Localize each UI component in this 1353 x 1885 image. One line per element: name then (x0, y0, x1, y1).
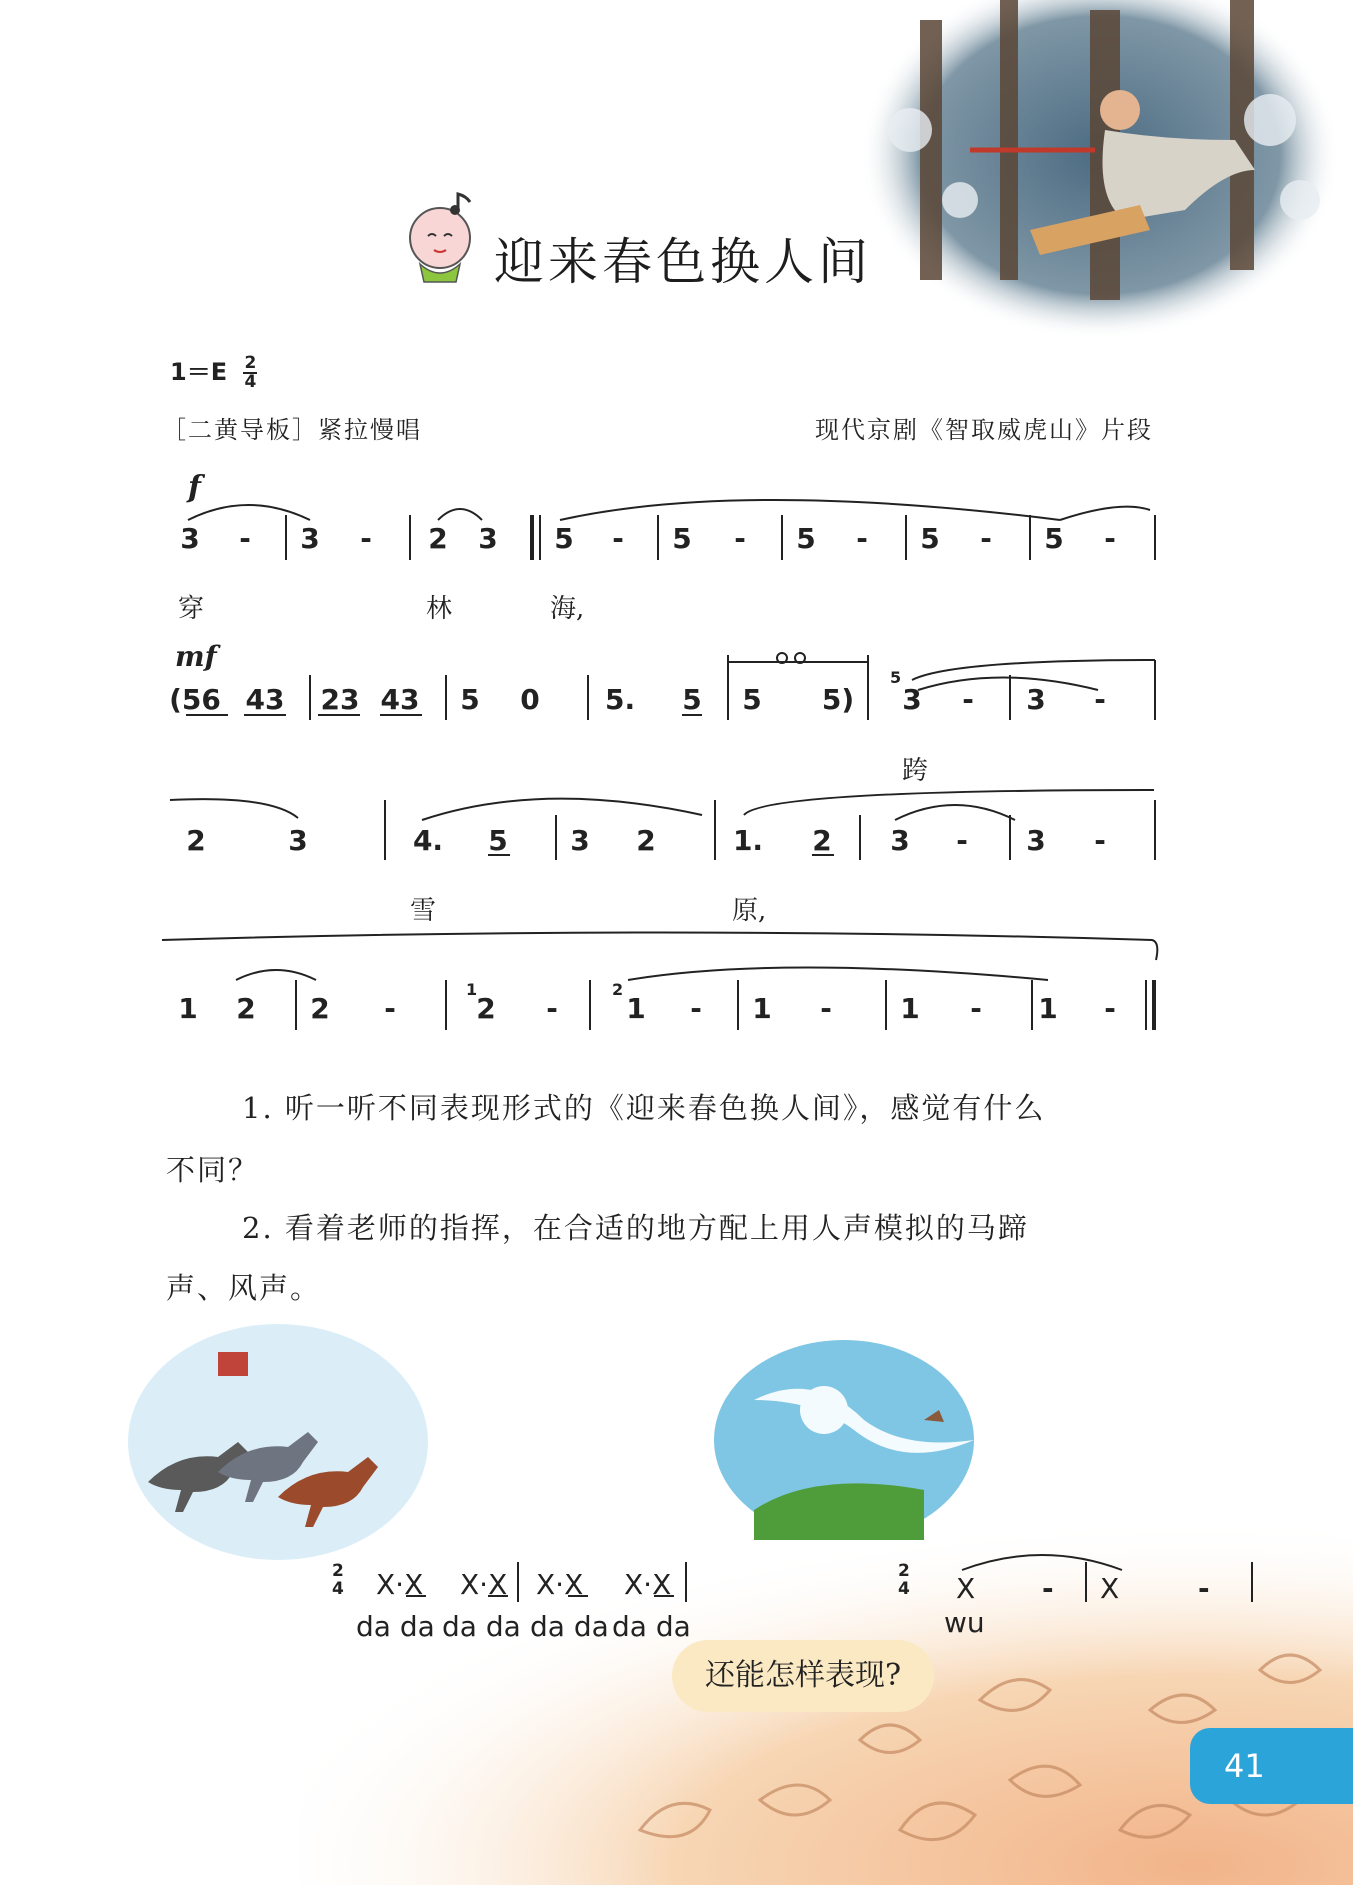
time-signature-top: 2 (332, 1561, 344, 1581)
score-note: 3 (478, 522, 498, 555)
score-note: 3 (180, 522, 200, 555)
opera-scene-photo (850, 0, 1353, 350)
score-note: - (1094, 824, 1106, 857)
score-note: 2 (236, 992, 256, 1025)
dynamic-mezzo-forte: mf (175, 640, 217, 673)
score-note: 3 (288, 824, 308, 857)
lyric: 穿 (178, 594, 205, 624)
score-note: 5 (920, 522, 940, 555)
score-note: 3 (570, 824, 590, 857)
score-note: 2 (636, 824, 656, 857)
score-note: 4. (412, 824, 444, 857)
rhythm-syllable: da da (612, 1610, 691, 1643)
score-note: 5) (821, 683, 855, 716)
score-note: 2 (310, 992, 330, 1025)
rhythm-note: X (1100, 1572, 1120, 1605)
score-note: - (980, 522, 992, 555)
score-note: 5 (460, 683, 480, 716)
score-note: 5 (672, 522, 692, 555)
rhythm-note: X·X (536, 1568, 584, 1601)
question-1-line1: 1. 听一听不同表现形式的《迎来春色换人间》，感觉有什么 (242, 1091, 1046, 1125)
question-2-line1: 2. 看着老师的指挥，在合适的地方配上用人声模拟的马蹄 (242, 1211, 1029, 1245)
score-note: 0 (520, 683, 540, 716)
score-note: 2 (186, 824, 206, 857)
score-note: - (1104, 522, 1116, 555)
key-label: 1＝E (170, 358, 228, 386)
rhythm-note: X·X (460, 1568, 508, 1601)
score-note: 5 (488, 824, 508, 857)
score-note: - (690, 992, 702, 1025)
page-number: 41 (1190, 1728, 1353, 1804)
question-1-line2: 不同？ (166, 1153, 260, 1187)
score-note: - (360, 522, 372, 555)
score-note: - (612, 522, 624, 555)
score-note: 3 (902, 683, 922, 716)
score-note: 23 (320, 683, 360, 716)
page-title: 迎来春色换人间 (494, 233, 872, 291)
music-mascot-icon (398, 190, 490, 290)
score-note: (56 (169, 683, 221, 716)
time-signature-bottom: 4 (244, 372, 257, 392)
score-note: - (1104, 992, 1116, 1025)
score-note: 3 (890, 824, 910, 857)
score-note: 5 (554, 522, 574, 555)
rhythm-note: X·X (624, 1568, 672, 1601)
score-note: - (820, 992, 832, 1025)
score-note: 5 (1044, 522, 1064, 555)
score-note: - (956, 824, 968, 857)
score-note: 5 (796, 522, 816, 555)
time-signature-top: 2 (244, 353, 257, 373)
score-lines (0, 470, 1353, 1050)
lyric: 原, (732, 896, 767, 926)
score-note: - (856, 522, 868, 555)
rhythm-syllable: da da (356, 1610, 435, 1643)
lyric: 跨 (902, 756, 929, 786)
dynamic-forte: f (188, 470, 201, 505)
rhythm-syllable: da da (530, 1610, 609, 1643)
score-note: 2 (428, 522, 448, 555)
score-note: 1 (626, 992, 646, 1025)
grace-note: 5 (890, 668, 902, 687)
score-note: 5. (605, 683, 636, 716)
score-note: 1 (752, 992, 772, 1025)
lyric: 雪 (410, 896, 437, 926)
lyric: 海, (550, 594, 585, 624)
score-note: 3 (1026, 683, 1046, 716)
lyric: 林 (426, 594, 453, 624)
time-signature-bottom: 4 (898, 1579, 910, 1599)
rhythm-note: X (956, 1572, 976, 1605)
score-note: - (734, 522, 746, 555)
time-signature-top: 2 (898, 1561, 910, 1581)
score-note: - (546, 992, 558, 1025)
rhythm-note: - (1042, 1572, 1054, 1605)
score-note: 43 (380, 683, 420, 716)
score-note: 2 (812, 824, 832, 857)
horses-illustration (128, 1322, 428, 1562)
score-note: - (1094, 683, 1106, 716)
grace-note: 2 (612, 980, 624, 999)
score-note: 43 (245, 683, 285, 716)
rhythm-lines (0, 1540, 1353, 1640)
score-note: 2 (476, 992, 496, 1025)
rhythm-note: X·X (376, 1568, 424, 1601)
score-note: - (239, 522, 251, 555)
time-signature-bottom: 4 (332, 1579, 344, 1599)
score-note: 1 (178, 992, 198, 1025)
score-note: 3 (1026, 824, 1046, 857)
score-note: 1 (900, 992, 920, 1025)
speech-bubble: 还能怎样表现? (672, 1640, 934, 1712)
score-note: 1. (732, 824, 764, 857)
score-note: - (962, 683, 974, 716)
rhythm-syllable: wu (944, 1606, 985, 1639)
wind-illustration (714, 1340, 994, 1540)
tempo-marking: ［二黄导板］紧拉慢唱 (162, 416, 422, 444)
score-note: - (384, 992, 396, 1025)
score-note: 5 (742, 683, 762, 716)
time-signature (243, 355, 257, 391)
rhythm-note: - (1198, 1572, 1210, 1605)
rhythm-syllable: da da (442, 1610, 521, 1643)
source-attribution: 现代京剧《智取威虎山》片段 (815, 416, 1153, 444)
score-note: 3 (300, 522, 320, 555)
score-note: 5 (682, 683, 702, 716)
score-note: 1 (1038, 992, 1058, 1025)
key-signature (170, 352, 257, 391)
score-note: - (970, 992, 982, 1025)
question-2-line2: 声、风声。 (166, 1271, 322, 1305)
grace-note: 1 (466, 980, 478, 999)
